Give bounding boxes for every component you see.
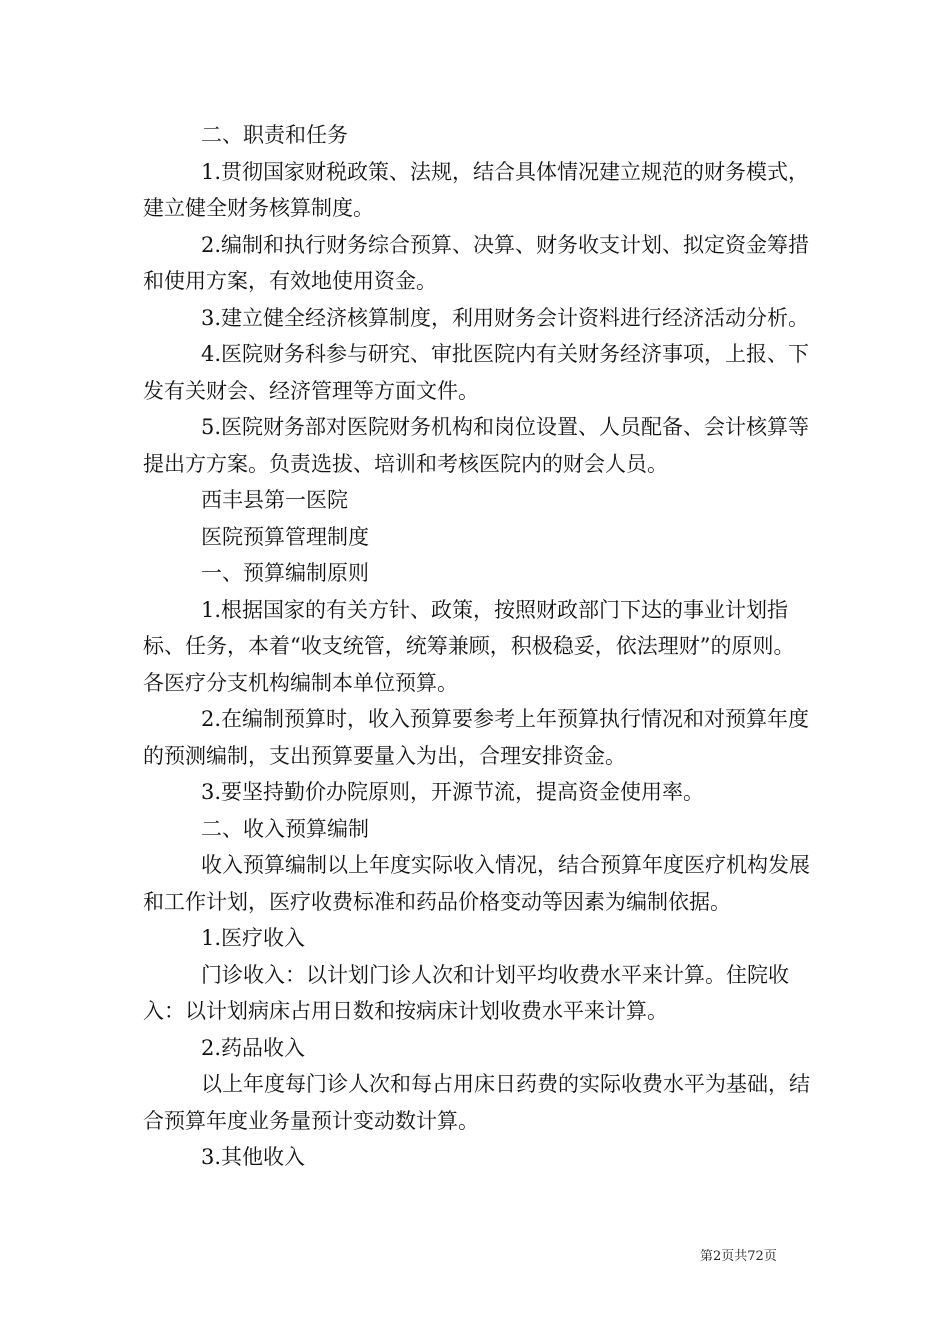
paragraph-principle-2: 2.在编制预算时，收入预算要参考上年预算执行情况和对预算年度的预测编制，支出预算要量入为出，合理安排资金。 bbox=[143, 707, 810, 768]
paragraph-principle-3: 3.要坚持勤价办院原则，开源节流，提高资金使用率。 bbox=[201, 780, 705, 804]
subheading-other-income: 3.其他收入 bbox=[201, 1145, 306, 1169]
hospital-name: 西丰县第一医院 bbox=[201, 488, 348, 512]
paragraph-duty-1: 1.贯彻国家财税政策、法规，结合具体情况建立规范的财务模式，建立健全财务核算制度。 bbox=[143, 159, 810, 220]
document-body bbox=[143, 117, 815, 1176]
paragraph-drug-income: 以上年度每门诊人次和每占用床日药费的实际收费水平为基础，结合预算年度业务量预计变动数计算。 bbox=[143, 1072, 810, 1133]
section-heading-principles: 一、预算编制原则 bbox=[201, 561, 369, 585]
paragraph-income-intro: 收入预算编制以上年度实际收入情况，结合预算年度医疗机构发展和工作计划，医疗收费标准和药品价格变动等因素为编制依据。 bbox=[143, 853, 810, 914]
paragraph-duty-3: 3.建立健全经济核算制度，利用财务会计资料进行经济活动分析。 bbox=[201, 305, 810, 330]
subheading-medical-income: 1.医疗收入 bbox=[201, 926, 306, 950]
paragraph-principle-1: 1.根据国家的有关方针、政策，按照财政部门下达的事业计划指标、任务，本着“收支统管，统筹兼顾，积极稳妥，依法理财”的原则。各医疗分支机构编制本单位预算。 bbox=[143, 597, 795, 695]
paragraph-medical-income: 门诊收入：以计划门诊人次和计划平均收费水平来计算。住院收入：以计划病床占用日数和按病床计划收费水平来计算。 bbox=[143, 962, 789, 1023]
paragraph-duty-2: 2.编制和执行财务综合预算、决算、财务收支计划、拟定资金筹措和使用方案，有效地使用资金。 bbox=[143, 232, 810, 293]
subheading-drug-income: 2.药品收入 bbox=[201, 1035, 306, 1060]
paragraph-duty-4: 4.医院财务科参与研究、审批医院内有关财务经济事项，上报、下发有关财会、经济管理等方面文件。 bbox=[143, 342, 810, 403]
paragraph-duty-5: 5.医院财务部对医院财务机构和岗位设置、人员配备、会计核算等提出方方案。负责选拔、培训和考核医院内的财会人员。 bbox=[143, 415, 810, 476]
section-heading-duties: 二、职责和任务 bbox=[201, 123, 348, 147]
page-number: 第2页共72页 bbox=[700, 1249, 777, 1264]
section-heading-income: 二、收入预算编制 bbox=[201, 816, 369, 841]
document-title: 医院预算管理制度 bbox=[201, 524, 369, 549]
